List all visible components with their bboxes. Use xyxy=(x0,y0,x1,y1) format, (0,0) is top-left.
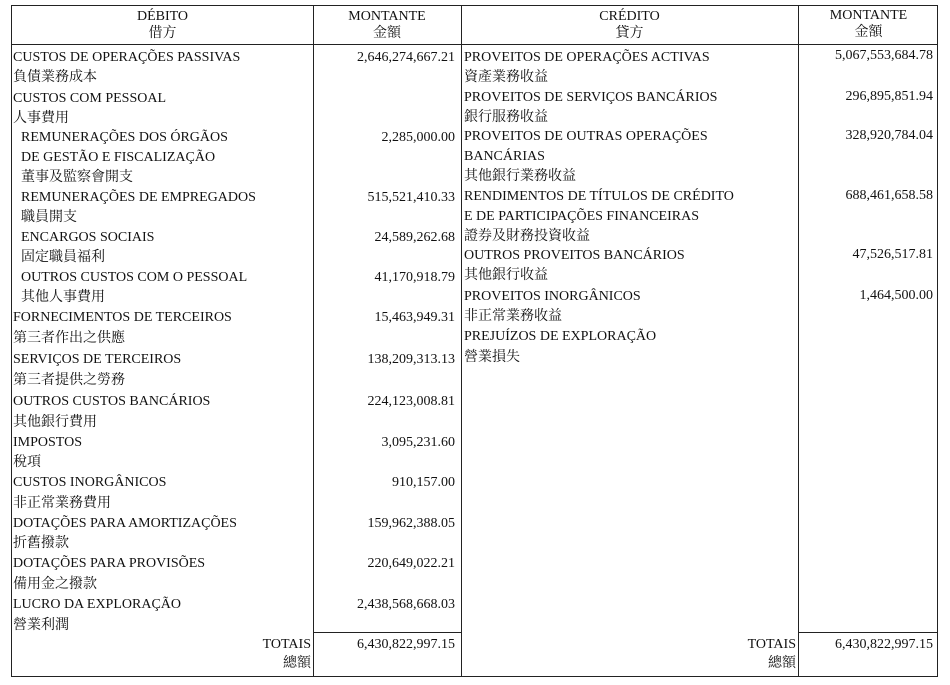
column-divider xyxy=(798,6,799,676)
debit-item-amount: 24,589,262.68 xyxy=(374,230,455,245)
credit-item-label-zh: 資產業務收益 xyxy=(464,70,548,85)
credit-item-label: OUTROS PROVEITOS BANCÁRIOS xyxy=(464,248,685,263)
header-divider xyxy=(12,44,937,45)
debit-item-label-zh: 董事及監察會開支 xyxy=(21,170,133,185)
credit-total-divider xyxy=(798,632,937,633)
debit-totals-label-zh: 總額 xyxy=(283,656,311,671)
debit-item-label: REMUNERAÇÕES DOS ÓRGÃOS xyxy=(21,130,228,145)
debit-amount-header-zh: 金額 xyxy=(373,26,401,41)
credit-item-amount: 296,895,851.94 xyxy=(845,89,933,104)
debit-total-divider xyxy=(313,632,461,633)
debit-item-label-zh: 折舊撥款 xyxy=(13,536,69,551)
credit-item-amount: 1,464,500.00 xyxy=(859,288,933,303)
debit-item-label-zh: 非正常業務費用 xyxy=(13,496,111,511)
debit-item-label-cont: DE GESTÃO E FISCALIZAÇÃO xyxy=(21,150,216,165)
credit-item-label-zh: 銀行服務收益 xyxy=(464,110,548,125)
debit-item-label: CUSTOS INORGÂNICOS xyxy=(13,475,167,490)
debit-item-amount: 910,157.00 xyxy=(392,475,455,490)
credit-total-amount: 6,430,822,997.15 xyxy=(835,637,933,652)
debit-item-label: ENCARGOS SOCIAIS xyxy=(21,230,155,245)
credit-item-label: PREJUÍZOS DE EXPLORAÇÃO xyxy=(464,329,657,344)
credit-item-amount: 328,920,784.04 xyxy=(845,128,933,143)
credit-item-label: PROVEITOS INORGÂNICOS xyxy=(464,289,641,304)
credit-item-label-cont: E DE PARTICIPAÇÕES FINANCEIRAS xyxy=(464,209,699,224)
credit-item-label: PROVEITOS DE SERVIÇOS BANCÁRIOS xyxy=(464,90,718,105)
credit-item-label: PROVEITOS DE OPERAÇÕES ACTIVAS xyxy=(464,50,710,65)
credit-amount-header-zh: 金額 xyxy=(854,25,883,40)
debit-item-label-zh: 營業利潤 xyxy=(13,618,69,633)
debit-item-label-zh: 負債業務成本 xyxy=(13,70,97,85)
credit-totals-label: TOTAIS xyxy=(747,637,796,652)
debit-item-label: FORNECIMENTOS DE TERCEIROS xyxy=(13,310,232,325)
debit-item-amount: 3,095,231.60 xyxy=(381,435,455,450)
credit-header-zh: 貸方 xyxy=(615,26,644,41)
debit-amount-header-pt: MONTANTE xyxy=(348,9,426,24)
debit-item-label: SERVIÇOS DE TERCEIROS xyxy=(13,352,182,367)
debit-header-zh: 借方 xyxy=(148,26,177,41)
credit-item-amount: 688,461,658.58 xyxy=(845,188,933,203)
debit-item-label: REMUNERAÇÕES DE EMPREGADOS xyxy=(21,190,256,205)
credit-item-amount: 47,526,517.81 xyxy=(852,247,933,262)
credit-item-label-zh: 證券及財務投資收益 xyxy=(464,229,590,244)
debit-totals-label: TOTAIS xyxy=(262,637,311,652)
debit-item-label: OUTROS CUSTOS COM O PESSOAL xyxy=(21,270,248,285)
debit-item-label: DOTAÇÕES PARA PROVISÕES xyxy=(13,556,206,571)
debit-item-amount: 15,463,949.31 xyxy=(374,310,455,325)
debit-item-amount: 220,649,022.21 xyxy=(367,556,455,571)
debit-item-label-zh: 備用金之撥款 xyxy=(13,577,97,592)
credit-item-label-cont: BANCÁRIAS xyxy=(464,149,545,164)
profit-loss-statement xyxy=(11,5,938,677)
debit-item-amount: 41,170,918.79 xyxy=(374,270,455,285)
credit-item-amount: 5,067,553,684.78 xyxy=(835,48,933,63)
debit-item-label-zh: 其他銀行費用 xyxy=(13,415,97,430)
debit-item-label: DOTAÇÕES PARA AMORTIZAÇÕES xyxy=(13,516,237,531)
debit-item-label: IMPOSTOS xyxy=(13,435,82,450)
debit-item-label: OUTROS CUSTOS BANCÁRIOS xyxy=(13,394,211,409)
debit-item-amount: 2,285,000.00 xyxy=(381,130,455,145)
debit-item-amount: 224,123,008.81 xyxy=(367,394,455,409)
credit-item-label-zh: 營業損失 xyxy=(464,350,520,365)
credit-item-label-zh: 其他銀行業務收益 xyxy=(464,169,576,184)
debit-item-amount: 2,646,274,667.21 xyxy=(357,50,455,65)
debit-item-label: LUCRO DA EXPLORAÇÃO xyxy=(13,597,182,612)
debit-item-label-zh: 固定職員福利 xyxy=(21,250,105,265)
debit-item-label-zh: 第三者作出之供應 xyxy=(13,331,125,346)
debit-item-label-zh: 稅項 xyxy=(13,455,41,470)
credit-item-label-zh: 其他銀行收益 xyxy=(464,268,548,283)
debit-item-label-zh: 其他人事費用 xyxy=(21,290,105,305)
debit-item-amount: 159,962,388.05 xyxy=(367,516,455,531)
debit-header-pt: DÉBITO xyxy=(136,9,189,24)
credit-totals-label-zh: 總額 xyxy=(768,656,796,671)
credit-header-pt: CRÉDITO xyxy=(599,9,660,24)
credit-item-label: PROVEITOS DE OUTRAS OPERAÇÕES xyxy=(464,129,708,144)
credit-amount-header-pt: MONTANTE xyxy=(829,8,908,23)
debit-item-amount: 2,438,568,668.03 xyxy=(357,597,455,612)
column-divider xyxy=(461,6,462,676)
debit-item-label: CUSTOS DE OPERAÇÕES PASSIVAS xyxy=(13,50,241,65)
credit-item-label-zh: 非正常業務收益 xyxy=(464,309,562,324)
debit-item-label-zh: 第三者提供之勞務 xyxy=(13,373,125,388)
credit-item-label: RENDIMENTOS DE TÍTULOS DE CRÉDITO xyxy=(464,189,734,204)
debit-item-label-zh: 職員開支 xyxy=(21,210,77,225)
debit-item-amount: 138,209,313.13 xyxy=(367,352,455,367)
debit-item-amount: 515,521,410.33 xyxy=(367,190,455,205)
debit-item-label: CUSTOS COM PESSOAL xyxy=(13,91,167,106)
debit-item-label-zh: 人事費用 xyxy=(13,111,69,126)
debit-total-amount: 6,430,822,997.15 xyxy=(357,637,455,652)
column-divider xyxy=(313,6,314,676)
